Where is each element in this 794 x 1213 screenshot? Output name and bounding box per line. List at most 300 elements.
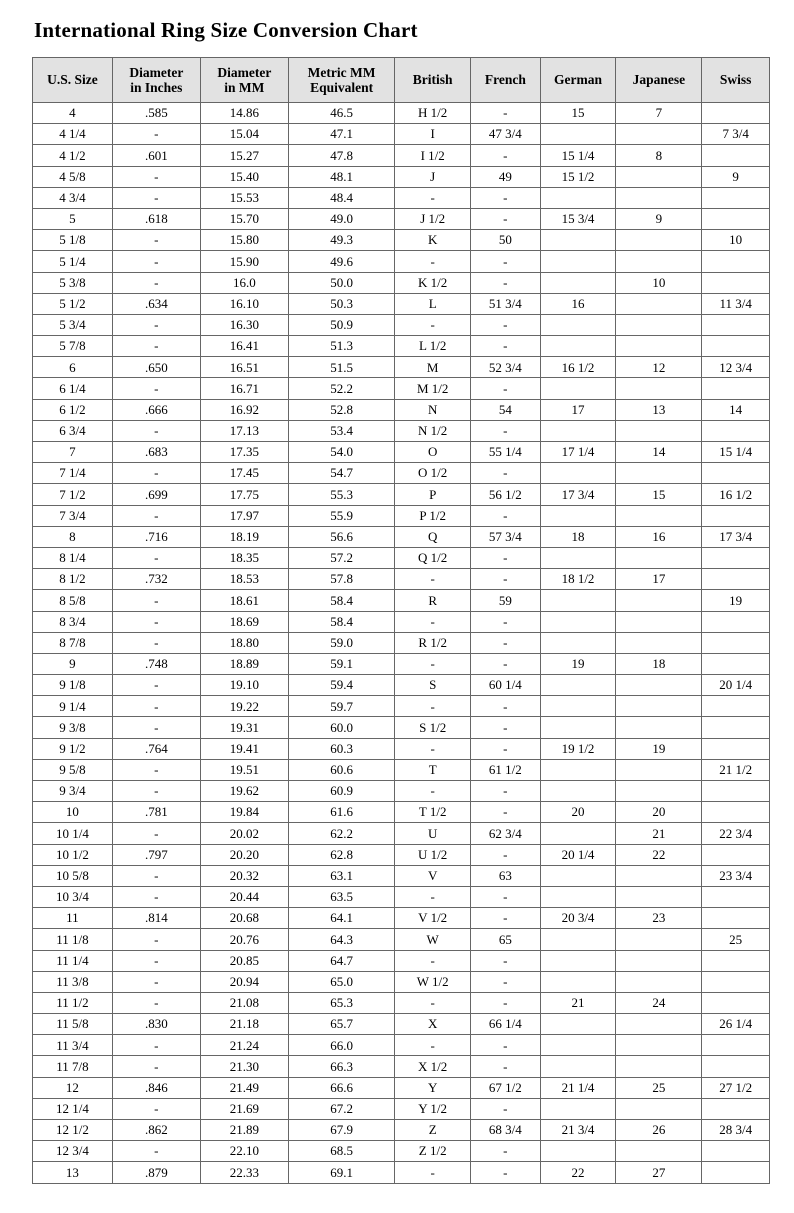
table-cell: 9 1/4 [33, 696, 113, 717]
table-cell: - [112, 1098, 200, 1119]
table-cell: 6 3/4 [33, 420, 113, 441]
table-cell: - [471, 886, 541, 907]
table-cell: 4 [33, 103, 113, 124]
table-cell: 55 1/4 [471, 442, 541, 463]
table-cell [616, 611, 702, 632]
table-cell: 18.53 [200, 569, 288, 590]
table-cell [616, 1014, 702, 1035]
table-cell: 53.4 [288, 420, 394, 441]
column-header-line1: Swiss [719, 72, 752, 88]
table-cell: 64.3 [288, 929, 394, 950]
table-cell: H 1/2 [395, 103, 471, 124]
table-cell: 46.5 [288, 103, 394, 124]
table-cell: 22.33 [200, 1162, 288, 1183]
table-cell: 11 1/8 [33, 929, 113, 950]
table-cell: 20 [616, 802, 702, 823]
table-cell: - [471, 717, 541, 738]
table-cell: .585 [112, 103, 200, 124]
table-cell: 21 [540, 992, 616, 1013]
table-cell: 5 3/4 [33, 314, 113, 335]
table-cell: 60.3 [288, 738, 394, 759]
table-cell: 50.9 [288, 314, 394, 335]
table-row [33, 293, 770, 314]
table-row [33, 569, 770, 590]
table-cell [702, 420, 770, 441]
table-cell [616, 1141, 702, 1162]
table-body [33, 103, 770, 1184]
table-cell: Z [395, 1120, 471, 1141]
table-cell: - [112, 632, 200, 653]
table-cell: L [395, 293, 471, 314]
table-cell [540, 759, 616, 780]
table-row [33, 865, 770, 886]
table-cell: 18.89 [200, 653, 288, 674]
table-cell: - [112, 187, 200, 208]
table-cell: 57.2 [288, 547, 394, 568]
table-row [33, 526, 770, 547]
table-cell: - [471, 569, 541, 590]
table-cell: - [395, 1035, 471, 1056]
table-cell: 66.3 [288, 1056, 394, 1077]
table-cell: 5 3/8 [33, 272, 113, 293]
table-cell: - [112, 971, 200, 992]
table-cell [540, 590, 616, 611]
table-cell [616, 251, 702, 272]
table-cell: - [112, 230, 200, 251]
table-cell [702, 1056, 770, 1077]
table-header-row [33, 58, 770, 103]
table-cell: 15.80 [200, 230, 288, 251]
table-cell: W 1/2 [395, 971, 471, 992]
table-cell [616, 293, 702, 314]
table-cell: - [471, 208, 541, 229]
table-cell: 11 3/4 [702, 293, 770, 314]
table-cell: - [471, 1056, 541, 1077]
table-cell [616, 378, 702, 399]
table-cell: 5 1/2 [33, 293, 113, 314]
table-cell [702, 717, 770, 738]
table-cell: 59.0 [288, 632, 394, 653]
table-cell: .716 [112, 526, 200, 547]
table-cell: .634 [112, 293, 200, 314]
table-cell: 47.1 [288, 124, 394, 145]
table-cell [540, 865, 616, 886]
table-cell: U 1/2 [395, 844, 471, 865]
table-cell: 14 [616, 442, 702, 463]
table-row [33, 357, 770, 378]
table-row [33, 844, 770, 865]
table-cell [616, 759, 702, 780]
table-cell: R [395, 590, 471, 611]
table-cell: 67 1/2 [471, 1077, 541, 1098]
table-cell: 18.69 [200, 611, 288, 632]
table-cell: - [471, 505, 541, 526]
table-cell: 9 1/8 [33, 675, 113, 696]
table-cell: 12 [616, 357, 702, 378]
table-cell: 69.1 [288, 1162, 394, 1183]
table-cell: 16.71 [200, 378, 288, 399]
table-cell: - [471, 336, 541, 357]
table-cell: 26 1/4 [702, 1014, 770, 1035]
table-cell: - [395, 781, 471, 802]
table-cell: - [395, 569, 471, 590]
table-cell: 18 [540, 526, 616, 547]
table-cell: 8 1/4 [33, 547, 113, 568]
table-row [33, 505, 770, 526]
table-cell [540, 886, 616, 907]
table-row [33, 314, 770, 335]
table-cell [616, 187, 702, 208]
table-cell: 59.4 [288, 675, 394, 696]
table-cell: 11 [33, 908, 113, 929]
table-cell [540, 378, 616, 399]
table-cell: 18.61 [200, 590, 288, 611]
table-row [33, 547, 770, 568]
table-cell: 62.8 [288, 844, 394, 865]
column-header-6 [540, 58, 616, 103]
table-cell: .879 [112, 1162, 200, 1183]
table-cell: .601 [112, 145, 200, 166]
table-cell: 28 3/4 [702, 1120, 770, 1141]
table-cell: .797 [112, 844, 200, 865]
table-cell: 66.0 [288, 1035, 394, 1056]
table-cell: 57.8 [288, 569, 394, 590]
table-cell: 27 1/2 [702, 1077, 770, 1098]
table-row [33, 1014, 770, 1035]
table-cell: - [471, 908, 541, 929]
column-header-1 [112, 58, 200, 103]
table-cell [702, 208, 770, 229]
table-cell: 63.1 [288, 865, 394, 886]
table-cell: - [395, 1162, 471, 1183]
table-cell: 65 [471, 929, 541, 950]
table-cell: 7 [33, 442, 113, 463]
table-cell [702, 632, 770, 653]
table-cell: 15.04 [200, 124, 288, 145]
table-cell: 5 [33, 208, 113, 229]
table-cell: 7 1/2 [33, 484, 113, 505]
table-cell [702, 908, 770, 929]
table-cell [616, 929, 702, 950]
table-cell: - [112, 611, 200, 632]
column-header-5 [471, 58, 541, 103]
table-cell: 51.5 [288, 357, 394, 378]
table-cell: .618 [112, 208, 200, 229]
table-cell [702, 547, 770, 568]
table-cell: 17 [540, 399, 616, 420]
table-cell: 8 3/4 [33, 611, 113, 632]
table-cell: - [471, 802, 541, 823]
table-cell: - [112, 696, 200, 717]
table-cell [616, 717, 702, 738]
table-cell: 9 3/4 [33, 781, 113, 802]
table-cell: 10 3/4 [33, 886, 113, 907]
table-cell: 57 3/4 [471, 526, 541, 547]
table-cell: Q [395, 526, 471, 547]
table-cell: 9 1/2 [33, 738, 113, 759]
table-cell: 15.53 [200, 187, 288, 208]
table-row [33, 420, 770, 441]
table-cell [702, 781, 770, 802]
table-cell: 14.86 [200, 103, 288, 124]
table-cell: 59.1 [288, 653, 394, 674]
table-cell: T 1/2 [395, 802, 471, 823]
table-cell: 51.3 [288, 336, 394, 357]
table-cell: 19 [540, 653, 616, 674]
table-cell: 16.0 [200, 272, 288, 293]
table-cell: 10 1/2 [33, 844, 113, 865]
table-cell: - [471, 420, 541, 441]
table-cell: 68 3/4 [471, 1120, 541, 1141]
table-row [33, 124, 770, 145]
table-cell: 11 7/8 [33, 1056, 113, 1077]
table-row [33, 208, 770, 229]
table-cell: 8 1/2 [33, 569, 113, 590]
table-cell: 15 [616, 484, 702, 505]
table-cell: - [395, 187, 471, 208]
table-cell: 20.44 [200, 886, 288, 907]
table-cell: 20 1/4 [702, 675, 770, 696]
table-cell [616, 505, 702, 526]
column-header-line1: Japanese [632, 72, 686, 88]
table-cell [702, 505, 770, 526]
column-header-line1: U.S. Size [47, 72, 98, 88]
table-cell: 65.7 [288, 1014, 394, 1035]
table-row [33, 823, 770, 844]
table-cell: - [395, 611, 471, 632]
table-cell: - [395, 251, 471, 272]
table-cell: 12 1/4 [33, 1098, 113, 1119]
table-cell: 7 [616, 103, 702, 124]
table-cell [702, 336, 770, 357]
table-cell: 14 [702, 399, 770, 420]
table-cell [702, 886, 770, 907]
table-cell: 15 1/4 [702, 442, 770, 463]
table-cell: 18.19 [200, 526, 288, 547]
table-cell: O 1/2 [395, 463, 471, 484]
table-cell: - [471, 781, 541, 802]
table-cell [702, 378, 770, 399]
table-cell: - [112, 1056, 200, 1077]
table-cell: 23 3/4 [702, 865, 770, 886]
table-cell: 47 3/4 [471, 124, 541, 145]
column-header-line1: Metric MM [307, 64, 376, 80]
table-cell [702, 1141, 770, 1162]
table-cell: X 1/2 [395, 1056, 471, 1077]
table-cell: 6 [33, 357, 113, 378]
table-cell: 61.6 [288, 802, 394, 823]
table-cell [702, 653, 770, 674]
table-row [33, 802, 770, 823]
table-cell: - [471, 103, 541, 124]
table-row [33, 166, 770, 187]
table-cell: - [395, 738, 471, 759]
table-cell [616, 781, 702, 802]
table-cell: Q 1/2 [395, 547, 471, 568]
table-cell: .732 [112, 569, 200, 590]
table-cell [540, 1098, 616, 1119]
table-cell: 8 5/8 [33, 590, 113, 611]
table-cell: K [395, 230, 471, 251]
table-cell: 49.0 [288, 208, 394, 229]
table-cell: - [471, 971, 541, 992]
table-cell [540, 1014, 616, 1035]
table-cell [702, 611, 770, 632]
table-cell [540, 1056, 616, 1077]
table-cell: O [395, 442, 471, 463]
table-cell: .862 [112, 1120, 200, 1141]
table-cell: 16 [540, 293, 616, 314]
table-cell: 17 3/4 [540, 484, 616, 505]
table-cell: 15 1/4 [540, 145, 616, 166]
table-cell: 11 3/8 [33, 971, 113, 992]
table-cell [616, 314, 702, 335]
table-cell [616, 865, 702, 886]
table-cell: 9 [616, 208, 702, 229]
table-cell [616, 1056, 702, 1077]
table-cell: - [395, 992, 471, 1013]
table-cell [540, 314, 616, 335]
table-cell: 15.70 [200, 208, 288, 229]
table-cell: 8 [616, 145, 702, 166]
table-cell: .781 [112, 802, 200, 823]
column-header-line1: German [554, 72, 602, 88]
table-cell: - [112, 781, 200, 802]
table-cell: 10 5/8 [33, 865, 113, 886]
table-cell: - [112, 463, 200, 484]
table-cell: 56 1/2 [471, 484, 541, 505]
table-cell: 17 3/4 [702, 526, 770, 547]
table-cell: 11 5/8 [33, 1014, 113, 1035]
table-cell [702, 802, 770, 823]
table-cell: 10 [33, 802, 113, 823]
table-cell [540, 251, 616, 272]
table-cell [702, 971, 770, 992]
table-cell: 13 [616, 399, 702, 420]
table-cell: 54.0 [288, 442, 394, 463]
table-cell: - [471, 547, 541, 568]
table-cell [616, 675, 702, 696]
table-cell: - [112, 314, 200, 335]
table-cell: 4 5/8 [33, 166, 113, 187]
table-cell [702, 251, 770, 272]
table-cell: 65.0 [288, 971, 394, 992]
table-cell: 52.2 [288, 378, 394, 399]
table-cell: 19 [616, 738, 702, 759]
table-cell: 25 [702, 929, 770, 950]
table-cell: 17.35 [200, 442, 288, 463]
table-cell: 47.8 [288, 145, 394, 166]
column-header-line1: British [412, 72, 453, 88]
table-cell: - [112, 950, 200, 971]
table-cell: N [395, 399, 471, 420]
table-header [33, 58, 770, 103]
table-cell: S [395, 675, 471, 696]
table-row [33, 717, 770, 738]
table-cell: J [395, 166, 471, 187]
table-cell: M [395, 357, 471, 378]
table-cell [616, 632, 702, 653]
column-header-line2: Equivalent [310, 80, 374, 95]
table-cell [540, 950, 616, 971]
table-cell: R 1/2 [395, 632, 471, 653]
table-cell: - [112, 124, 200, 145]
table-cell: .846 [112, 1077, 200, 1098]
table-row [33, 251, 770, 272]
table-cell: 5 7/8 [33, 336, 113, 357]
ring-size-conversion-table [32, 57, 770, 1184]
table-cell: 16.30 [200, 314, 288, 335]
table-cell: 16.92 [200, 399, 288, 420]
table-cell [616, 971, 702, 992]
table-cell: 15 3/4 [540, 208, 616, 229]
table-cell: - [471, 950, 541, 971]
table-cell [540, 547, 616, 568]
table-cell [540, 696, 616, 717]
table-cell: .650 [112, 357, 200, 378]
table-cell: 55.9 [288, 505, 394, 526]
table-cell: 19 [702, 590, 770, 611]
table-cell: 17.97 [200, 505, 288, 526]
table-cell: 20 3/4 [540, 908, 616, 929]
table-cell: W [395, 929, 471, 950]
table-cell: 67.9 [288, 1120, 394, 1141]
table-row [33, 1035, 770, 1056]
table-cell [616, 590, 702, 611]
table-cell: 25 [616, 1077, 702, 1098]
column-header-2 [200, 58, 288, 103]
table-cell: 15 [540, 103, 616, 124]
table-cell: 48.1 [288, 166, 394, 187]
table-cell: P [395, 484, 471, 505]
table-cell: - [112, 759, 200, 780]
table-cell: 20.85 [200, 950, 288, 971]
table-cell: 51 3/4 [471, 293, 541, 314]
table-cell: 16.10 [200, 293, 288, 314]
table-cell [540, 971, 616, 992]
table-cell: - [471, 463, 541, 484]
table-cell: 16.51 [200, 357, 288, 378]
table-cell: 20.94 [200, 971, 288, 992]
table-cell: N 1/2 [395, 420, 471, 441]
table-row [33, 1056, 770, 1077]
table-cell: .830 [112, 1014, 200, 1035]
table-cell: 23 [616, 908, 702, 929]
table-cell: 7 1/4 [33, 463, 113, 484]
table-cell: 20.76 [200, 929, 288, 950]
table-row [33, 103, 770, 124]
table-cell: 21 3/4 [540, 1120, 616, 1141]
table-cell: T [395, 759, 471, 780]
table-row [33, 336, 770, 357]
table-cell [616, 463, 702, 484]
table-cell: 19.31 [200, 717, 288, 738]
table-cell: 17.75 [200, 484, 288, 505]
table-row [33, 992, 770, 1013]
table-cell: 22 [540, 1162, 616, 1183]
table-cell: - [112, 378, 200, 399]
table-cell: 16 1/2 [702, 484, 770, 505]
column-header-0 [33, 58, 113, 103]
table-cell: L 1/2 [395, 336, 471, 357]
column-header-4 [395, 58, 471, 103]
table-cell: - [471, 653, 541, 674]
table-row [33, 1141, 770, 1162]
table-cell: - [112, 590, 200, 611]
table-cell [540, 632, 616, 653]
table-cell: 6 1/2 [33, 399, 113, 420]
table-cell [702, 950, 770, 971]
